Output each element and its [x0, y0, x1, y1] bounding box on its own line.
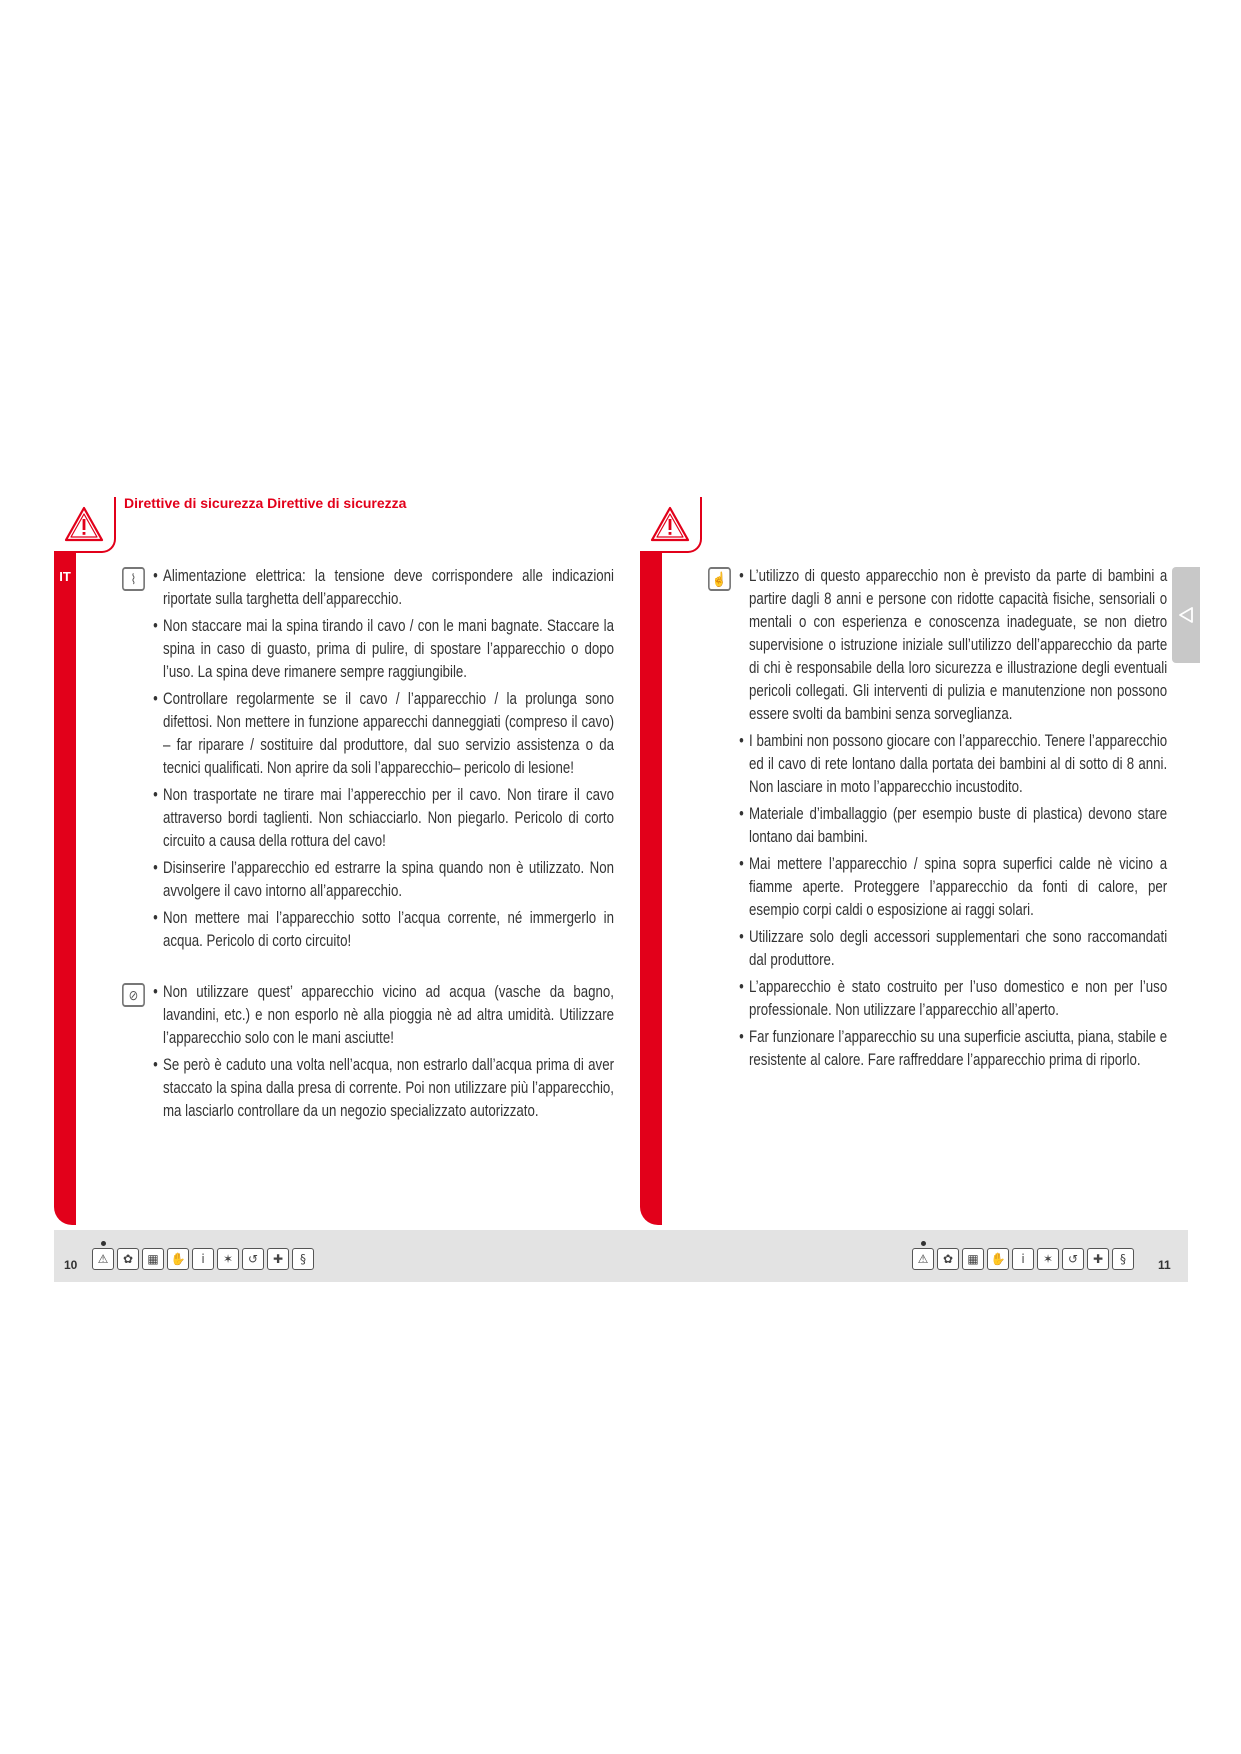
active-indicator-dot	[921, 1241, 926, 1246]
warning-triangle-icon	[63, 505, 105, 543]
warning-icon[interactable]: ⚠	[92, 1248, 114, 1270]
list-item: • L’utilizzo di questo apparecchio non è previsto da parte di bambini a partire dagli 8 anni e persone con ridotte capacità fisiche, sensoriali o mentali o con esperienza e conoscenza inadeguate, se non dietro supervisione o istruzione iniziale sull’utilizzo dell’apparecchio da parte di chi è responsabile della loro sicurezza e illustrazione degli eventuali pericoli collegati. Gli interventi di pulizia e manutenzione non possono essere svolti da bambini senza sorveglianza.	[739, 565, 1167, 726]
measure-icon[interactable]: ▦	[142, 1248, 164, 1270]
water-safety-section	[122, 981, 614, 1123]
clean-icon[interactable]: ↺	[242, 1248, 264, 1270]
footer-nav-right	[912, 1248, 1134, 1270]
sparkle-icon[interactable]: ✶	[217, 1248, 239, 1270]
active-indicator-dot	[101, 1241, 106, 1246]
list-item: • Non staccare mai la spina tirando il cavo / con le mani bagnate. Staccare la spina in caso di guasto, prima di pulire, di spostare l’apparecchio o dopo l’uso. La spina deve rimanere sempre raggiungibile.	[153, 615, 614, 684]
list-item: • L’apparecchio è stato costruito per l’uso domestico e non per l’uso professionale. Non utilizzare l’apparecchio all’aperto.	[739, 976, 1167, 1022]
list-item: • I bambini non possono giocare con l’apparecchio. Tenere l’apparecchio ed il cavo di rete lontano dalla portata dei bambini al di sotto di 8 anni. Non lasciare in moto l’apparecchio incustodito.	[739, 730, 1167, 799]
right-content	[708, 565, 1167, 1100]
warning-icon[interactable]: ⚠	[912, 1248, 934, 1270]
parts-icon[interactable]: ✿	[937, 1248, 959, 1270]
plug-icon: ⌇	[122, 567, 145, 591]
page-title: Direttive di sicurezza Direttive di sicurezza	[124, 495, 407, 511]
footer-nav-left	[92, 1248, 314, 1270]
red-margin-bar	[54, 497, 76, 1225]
list-item: • Controllare regolarmente se il cavo / l’apparecchio / la prolunga sono difettosi. Non mettere in funzione apparecchi danneggiati (compreso il cavo) – far riparare / sostituire dal produttore, dal suo servizio assistenza o da tecnici qualificati. Non aprire da soli l’apparecchio– pericolo di lesione!	[153, 688, 614, 780]
warning-header-box	[640, 497, 702, 553]
warning-header-box	[54, 497, 116, 553]
list-item: • Utilizzare solo degli accessori supplementari che sono raccomandati dal produttore.	[739, 926, 1167, 972]
parts-icon[interactable]: ✿	[117, 1248, 139, 1270]
side-navigation-tab[interactable]	[1172, 567, 1200, 663]
footer-bar	[54, 1230, 1188, 1282]
legal-icon[interactable]: §	[1112, 1248, 1134, 1270]
info-icon[interactable]: i	[192, 1248, 214, 1270]
list-item: • Alimentazione elettrica: la tensione deve corrispondere alle indicazioni riportate sulla targhetta dell’apparecchio.	[153, 565, 614, 611]
list-item: • Materiale d’imballaggio (per esempio buste di plastica) devono stare lontano dai bambini.	[739, 803, 1167, 849]
list-item: • Far funzionare l’apparecchio su una superficie asciutta, piana, stabile e resistente al calore. Fare raffreddare l’apparecchio prima di riporlo.	[739, 1026, 1167, 1072]
right-page	[640, 497, 1188, 1230]
hand-use-icon[interactable]: ✋	[987, 1248, 1009, 1270]
measure-icon[interactable]: ▦	[962, 1248, 984, 1270]
list-item: • Se però è caduto una volta nell’acqua, non estrarlo dall’acqua prima di aver staccato la spina dalla presa di corrente. Poi non utilizzare più l’apparecchio, ma lasciarlo controllare da un negozio specializzato autorizzato.	[153, 1054, 614, 1123]
tips-icon[interactable]: ✚	[267, 1248, 289, 1270]
list-item: • Non trasportate ne tirare mai l’apperecchio per il cavo. Non tirare il cavo attraverso bordi taglienti. Non schiacciarlo. Non piegarlo. Pericolo di corto circuito a causa della rottura del cavo!	[153, 784, 614, 853]
page-number-right: 11	[1158, 1258, 1171, 1272]
sparkle-icon[interactable]: ✶	[1037, 1248, 1059, 1270]
clean-icon[interactable]: ↺	[1062, 1248, 1084, 1270]
no-water-icon: ⊘	[122, 983, 145, 1007]
tips-icon[interactable]: ✚	[1087, 1248, 1109, 1270]
list-item: • Non utilizzare quest’ apparecchio vicino ad acqua (vasche da bagno, lavandini, etc.) e non esporlo nè alla pioggia nè ad altra umidità. Utilizzare l’apparecchio solo con le mani asciutte!	[153, 981, 614, 1050]
electric-safety-section	[122, 565, 614, 953]
hand-use-icon[interactable]: ✋	[167, 1248, 189, 1270]
left-content	[122, 565, 614, 1151]
list-item: • Non mettere mai l’apparecchio sotto l’acqua corrente, né immergerlo in acqua. Pericolo di corto circuito!	[153, 907, 614, 953]
children-safety-section	[708, 565, 1167, 1072]
red-margin-bar	[640, 497, 662, 1225]
hand-icon: ☝	[708, 567, 731, 591]
triangle-left-icon	[1177, 606, 1195, 624]
warning-triangle-icon	[649, 505, 691, 543]
language-tab: IT	[59, 569, 71, 584]
left-page	[54, 497, 620, 1230]
info-icon[interactable]: i	[1012, 1248, 1034, 1270]
list-item: • Mai mettere l’apparecchio / spina sopra superfici calde nè vicino a fiamme aperte. Proteggere l’apparecchio da fonti di calore, per esempio corpi caldi o esposizione ai raggi solari.	[739, 853, 1167, 922]
list-item: • Disinserire l’apparecchio ed estrarre la spina quando non è utilizzato. Non avvolgere il cavo intorno all’apparecchio.	[153, 857, 614, 903]
page-number-left: 10	[64, 1258, 78, 1272]
legal-icon[interactable]: §	[292, 1248, 314, 1270]
